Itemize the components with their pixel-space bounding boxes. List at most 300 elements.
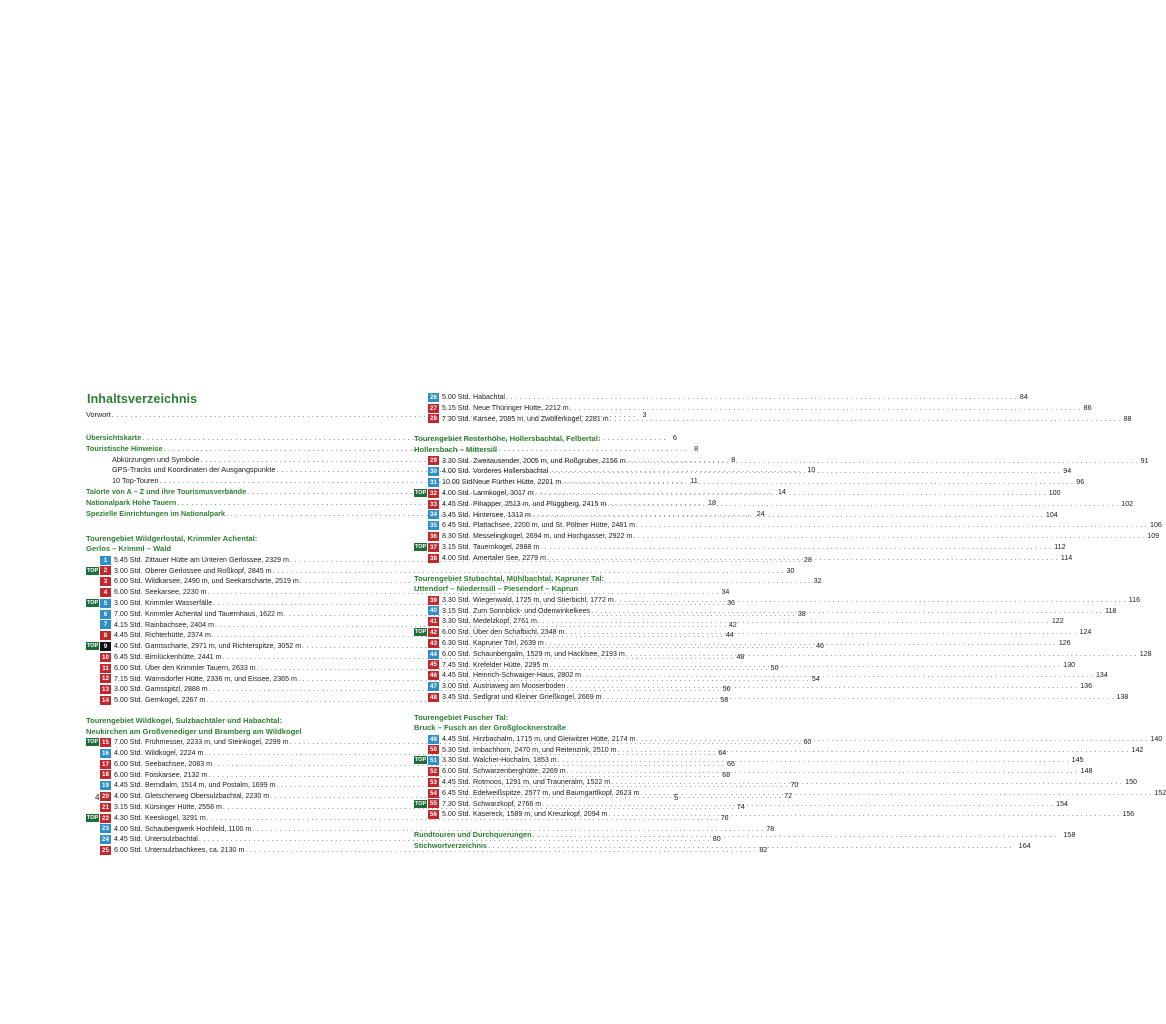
tour-sections-right xyxy=(414,392,1166,820)
tour-title: Warnsdorfer Hütte, 2336 m, und Eissee, 2365 m xyxy=(145,674,297,683)
tour-number-badge: 28 xyxy=(428,414,439,423)
page-number-left: 4 xyxy=(95,793,100,802)
toc-entry-title: Übersichtskarte xyxy=(86,432,142,442)
tour-number-badge: 1 xyxy=(100,556,111,565)
toc-entry-title: Touristische Hinweise xyxy=(86,443,163,453)
tour-duration: 7.30 Std. xyxy=(442,799,471,808)
tour-title: Berndlalm, 1514 m, und Postalm, 1699 m xyxy=(145,781,276,790)
tour-title: Hintersee, 1313 m xyxy=(473,510,531,519)
top-tour-badge: TOP xyxy=(87,599,99,606)
tour-title: Imbachhorn, 2470 m, und Reitenzink, 2510 m xyxy=(473,745,617,754)
toc-entry-title: Abkürzungen und Symbole xyxy=(112,454,200,464)
tour-number-badge: 52 xyxy=(428,767,439,776)
tour-title: Foiskarsee, 2132 m xyxy=(145,770,208,779)
tour-number-badge: 31 xyxy=(428,478,439,487)
tour-duration: 3.00 Std. xyxy=(114,685,143,694)
tour-number-badge: 51 xyxy=(428,756,439,765)
leader-dots xyxy=(636,520,1147,531)
tour-duration: 6.00 Std. xyxy=(114,663,143,672)
section-heading: Neukirchen am Großvenediger und Bramberg am Wildkogel xyxy=(86,726,302,736)
leader-dots xyxy=(636,734,1147,745)
leader-dots xyxy=(506,392,1017,403)
tour-duration: 4.30 Std. xyxy=(114,813,143,822)
tour-page: 102 xyxy=(1121,499,1134,508)
top-tour-slot xyxy=(86,737,100,748)
tour-duration: 4.00 Std. xyxy=(114,642,143,651)
tour-row xyxy=(414,520,1162,531)
tour-number-badge: 4 xyxy=(100,588,111,597)
tour-title: Gernkogel, 2267 m xyxy=(145,696,206,705)
tour-duration: 6.30 Std. xyxy=(442,638,471,647)
tour-duration: 6.00 Std. xyxy=(114,759,143,768)
top-tour-slot xyxy=(414,542,428,553)
tour-page: 148 xyxy=(1080,767,1093,776)
tour-number-badge: 34 xyxy=(428,510,439,519)
tour-number-badge: 2 xyxy=(100,566,111,575)
tour-title: Untersulzbachkees, ca. 2130 m xyxy=(145,846,245,855)
tour-title: Frühmesser, 2233 m, und Steinkogel, 2299 m xyxy=(145,738,289,747)
tour-title: Sedlgrat und Kleiner Grießkogel, 2669 m xyxy=(473,692,602,701)
section-heading: Bruck – Fusch an der Großglocknerstraße xyxy=(414,723,566,733)
tour-page: 114 xyxy=(1060,553,1073,562)
toc-entry-title: Nationalpark Hohe Tauern xyxy=(86,497,177,507)
leader-dots xyxy=(608,809,1119,820)
leader-dots xyxy=(542,799,1053,810)
toc-entry-page: 164 xyxy=(1018,841,1031,851)
tour-number-badge: 22 xyxy=(100,814,111,823)
leader-dots xyxy=(562,477,1073,488)
top-tour-badge: TOP xyxy=(87,567,99,574)
tour-page: 82 xyxy=(759,846,768,855)
leader-dots xyxy=(603,692,1114,703)
tour-title: Wildkarsee, 2490 m, und Seekarscharte, 2519 m xyxy=(145,577,299,586)
tour-number-badge: 15 xyxy=(100,738,111,747)
tour-title: Krimmler Wasserfälle xyxy=(145,598,213,607)
tour-title: Neue Fürther Hütte, 2201 m xyxy=(473,478,562,487)
tour-duration: 5.00 Std. xyxy=(442,393,471,401)
leader-dots xyxy=(545,638,1056,649)
toc-entry-page: 14 xyxy=(777,487,786,497)
section-heading: Tourengebiet Stubachtal, Mühlbachtal, Kapruner Tal: xyxy=(414,573,604,583)
tour-number-badge: 17 xyxy=(100,760,111,769)
section-heading: Gerlos – Krimml – Wald xyxy=(86,544,171,554)
tour-duration: 4.00 Std. xyxy=(114,748,143,757)
leader-dots xyxy=(633,531,1144,542)
tour-duration: 10.00 Std. xyxy=(442,478,475,487)
tour-title: Zittauer Hütte am Unteren Gerlossee, 2329 m xyxy=(145,555,289,564)
tour-number-badge: 19 xyxy=(100,781,111,790)
leader-dots xyxy=(566,627,1077,638)
tour-duration: 6.00 Std. xyxy=(114,846,143,855)
tour-number-badge: 45 xyxy=(428,660,439,669)
top-tour-badge: TOP xyxy=(415,543,427,550)
leader-dots xyxy=(627,456,1138,467)
tour-number-badge: 54 xyxy=(428,789,439,798)
leader-dots xyxy=(618,745,1129,756)
tour-number-badge: 48 xyxy=(428,693,439,702)
tour-duration: 7.30 Std. xyxy=(442,414,471,423)
leader-dots xyxy=(538,616,1049,627)
tour-duration: 7.45 Std. xyxy=(442,660,471,669)
toc-entry-page: 8 xyxy=(731,454,736,464)
tour-duration: 5.30 Std. xyxy=(442,745,471,754)
tour-number-badge: 36 xyxy=(428,532,439,541)
toc-entry-page: 6 xyxy=(672,432,677,442)
tour-page: 104 xyxy=(1045,510,1058,519)
tour-duration: 7.00 Std. xyxy=(114,609,143,618)
leader-dots xyxy=(547,553,1058,564)
top-tour-badge: TOP xyxy=(415,757,427,764)
tour-number-badge: 49 xyxy=(428,735,439,744)
leader-dots xyxy=(566,681,1077,692)
tour-page: 50 xyxy=(770,663,779,672)
tour-title: Kasereck, 1589 m, und Kreuzkopf, 2094 m xyxy=(473,810,608,819)
tour-page: 68 xyxy=(722,770,731,779)
toc-entry-title: Spezielle Einrichtungen im Nationalpark xyxy=(86,508,226,518)
tour-title: Schaubergwerk Hochfeld, 1100 m xyxy=(145,824,252,833)
tour-row xyxy=(414,531,1160,542)
toc-entry-page: 158 xyxy=(1063,830,1076,840)
tour-title: Gletscherweg Obersulzbachtal, 2230 m xyxy=(145,792,270,801)
toc-entry-page: 24 xyxy=(756,508,765,518)
tour-number-badge: 6 xyxy=(100,610,111,619)
tour-title: Hirzbachalm, 1715 m, und Gleiwitzer Hütte, 2174 m xyxy=(473,734,636,743)
section-heading: Tourengebiet Resterhöhe, Hollersbachtal, Felbertal: xyxy=(414,434,601,444)
tour-page: 130 xyxy=(1063,660,1076,669)
tour-page: 70 xyxy=(790,781,799,790)
toc-entry-title: Stichwortverzeichnis xyxy=(414,841,487,851)
leader-dots xyxy=(540,542,1051,553)
section-heading: Tourengebiet Fuscher Tal: xyxy=(414,712,509,722)
tour-number-badge: 29 xyxy=(428,456,439,465)
tour-page: 58 xyxy=(720,696,729,705)
leader-dots xyxy=(640,788,1151,799)
tour-number-badge: 41 xyxy=(428,617,439,626)
section-heading: Hollersbach – Mittersill xyxy=(414,444,498,454)
tour-title: Zweitausender, 2005 m, und Roßgruber, 2156 m xyxy=(473,456,626,465)
tour-number-badge: 23 xyxy=(100,824,111,833)
toc-entry-page: 10 xyxy=(807,465,816,475)
toc-entry-page: 8 xyxy=(694,443,699,453)
tour-page: 32 xyxy=(813,577,822,586)
top-tour-badge: TOP xyxy=(87,643,99,650)
toc-entry-page: 11 xyxy=(690,476,698,486)
tour-title: Keeskogel, 3291 m xyxy=(145,813,206,822)
toc-entry-title: Rundtouren und Durchquerungen xyxy=(414,830,532,840)
tour-duration: 3.15 Std. xyxy=(114,802,143,811)
tour-duration: 4.00 Std. xyxy=(442,553,471,562)
tour-number-badge: 53 xyxy=(428,778,439,787)
tour-duration: 8.30 Std. xyxy=(442,532,471,541)
top-tour-slot xyxy=(86,566,100,577)
tour-page: 142 xyxy=(1131,745,1144,754)
tour-number-badge: 35 xyxy=(428,521,439,530)
tour-duration: 5.15 Std. xyxy=(442,403,471,412)
tour-title: Über den Schafbichl, 2348 m xyxy=(473,628,565,637)
tour-duration: 4.00 Std. xyxy=(114,792,143,801)
tour-duration: 5.00 Std. xyxy=(442,810,471,819)
leader-dots xyxy=(549,660,1060,671)
toc-entry-title: Talorte von A – Z und ihre Tourismusverbände xyxy=(86,487,247,497)
tour-number-badge: 30 xyxy=(428,467,439,476)
top-tour-slot xyxy=(414,627,428,638)
tour-row xyxy=(414,456,1149,467)
tour-page: 84 xyxy=(1019,393,1028,401)
tour-title: Kürsinger Hütte, 2558 m xyxy=(145,802,222,811)
tour-title: Untersulzbachtal xyxy=(145,835,198,844)
tour-duration: 5.45 Std. xyxy=(114,555,143,564)
tour-title: Karsee, 2085 m, und Zwölferkogel, 2281 m xyxy=(473,414,609,423)
tour-number-badge: 37 xyxy=(428,543,439,552)
tour-section xyxy=(414,392,1132,424)
tour-page: 94 xyxy=(1063,467,1072,476)
tour-title: Neue Thüringer Hütte, 2212 m xyxy=(473,403,569,412)
tour-title: Wiegenwald, 1725 m, und Stierbichl, 1772 m xyxy=(473,595,614,604)
tour-page: 30 xyxy=(786,566,795,575)
tour-number-badge: 40 xyxy=(428,606,439,615)
tour-number-badge: 43 xyxy=(428,639,439,648)
tour-title: Habachtal xyxy=(473,393,505,401)
top-tour-slot xyxy=(86,598,100,609)
tour-page: 112 xyxy=(1054,542,1066,551)
tour-page: 74 xyxy=(736,802,745,811)
top-tour-badge: TOP xyxy=(415,800,427,807)
top-tour-slot xyxy=(86,813,100,824)
tour-duration: 4.45 Std. xyxy=(114,835,143,844)
toc-entry-title: Vorwort xyxy=(86,410,111,419)
tour-page: 64 xyxy=(718,748,727,757)
page-number-right: 5 xyxy=(674,793,679,802)
tour-number-badge: 25 xyxy=(100,846,111,855)
tour-title: Rainbachsee, 2404 m xyxy=(145,620,215,629)
tour-duration: 3.30 Std. xyxy=(442,595,471,604)
tour-row xyxy=(414,403,1092,414)
tour-number-badge: 20 xyxy=(100,792,111,801)
tour-number-badge: 10 xyxy=(100,653,111,662)
tour-page: 96 xyxy=(1076,478,1085,487)
tour-number-badge: 14 xyxy=(100,696,111,705)
tour-number-badge: 13 xyxy=(100,685,111,694)
tour-page: 140 xyxy=(1150,734,1163,743)
tour-page: 145 xyxy=(1071,756,1084,765)
tour-number-badge: 11 xyxy=(100,664,111,673)
tour-duration: 3.45 Std. xyxy=(442,692,471,701)
tour-page: 86 xyxy=(1083,403,1092,412)
tour-page: 91 xyxy=(1140,456,1149,465)
tour-duration: 3.30 Std. xyxy=(442,756,471,765)
tour-duration: 4.00 Std. xyxy=(114,824,143,833)
tour-number-badge: 26 xyxy=(428,393,439,402)
tour-page: 54 xyxy=(811,674,820,683)
tour-title: Oberer Gerlossee und Roßkopf, 2845 m xyxy=(145,566,272,575)
tour-number-badge: 32 xyxy=(428,489,439,498)
tour-page: 106 xyxy=(1150,521,1162,530)
tour-title: Amertaler See, 2279 m xyxy=(473,553,546,562)
tour-row xyxy=(414,477,1085,488)
tour-title: Larmkogel, 3017 m xyxy=(473,488,534,497)
tour-number-badge: 38 xyxy=(428,554,439,563)
toc-entry-page: 3 xyxy=(642,410,647,419)
top-tour-slot xyxy=(414,488,428,499)
tour-title: Gamsspitzl, 2888 m xyxy=(145,685,208,694)
top-tour-badge: TOP xyxy=(415,629,427,636)
tour-number-badge: 9 xyxy=(100,642,111,651)
top-tour-badge: TOP xyxy=(87,814,99,821)
section-heading: Uttendorf – Niedernsill – Piesendorf – Kaprun xyxy=(414,584,579,594)
tour-title: Kapruner Törl, 2639 m xyxy=(473,638,544,647)
tour-page: 56 xyxy=(722,685,731,694)
tour-row xyxy=(414,414,1132,425)
tour-number-badge: 7 xyxy=(100,620,111,629)
section-heading: Tourengebiet Wildgerlostal, Krimmler Achental: xyxy=(86,533,258,543)
tour-number-badge: 42 xyxy=(428,628,439,637)
tour-title: Wildkogel, 2224 m xyxy=(145,748,204,757)
tour-duration: 3.45 Std. xyxy=(442,510,471,519)
tour-title: Gamsscharte, 2971 m, und Richterspitze, 3052 m xyxy=(145,642,302,651)
tour-row xyxy=(86,566,795,577)
toc-entry-title: 10 Top-Touren xyxy=(112,476,159,486)
tour-page: 66 xyxy=(727,759,735,768)
top-tour-slot xyxy=(414,799,428,810)
tour-title: Schwarzkopf, 2766 m xyxy=(473,799,542,808)
tour-title: Plattachsee, 2200 m, und St. Pöltner Hütte, 2481 m xyxy=(473,521,636,530)
tour-duration: 3.30 Std. xyxy=(442,456,471,465)
tour-page: 38 xyxy=(797,609,806,618)
tour-title: Heinrich-Schwaiger-Haus, 2802 m xyxy=(473,671,582,680)
tour-page: 78 xyxy=(766,824,775,833)
tour-page: 138 xyxy=(1116,692,1129,701)
tour-title: Tauernkogel, 2988 m xyxy=(473,542,540,551)
tour-title: Rotmoos, 1291 m, und Trauneralm, 1522 m xyxy=(473,778,611,787)
leader-dots xyxy=(549,466,1060,477)
tour-page: 109 xyxy=(1147,532,1160,541)
tour-duration: 6.45 Std. xyxy=(442,521,471,530)
tour-duration: 6.00 Std. xyxy=(442,628,471,637)
toc-entry-page: 18 xyxy=(707,497,717,507)
tour-title: Pihapper, 2513 m, und Plüggberg, 2415 m xyxy=(473,499,607,508)
tour-title: Birnlückenhütte, 2441 m xyxy=(145,652,222,661)
tour-page: 36 xyxy=(727,598,735,607)
tour-number-badge: 50 xyxy=(428,745,439,754)
tour-number-badge: 44 xyxy=(428,650,439,659)
tour-page: 60 xyxy=(803,738,812,747)
tour-number-badge: 39 xyxy=(428,596,439,605)
tour-duration: 6.00 Std. xyxy=(442,649,471,658)
tour-number-badge: 18 xyxy=(100,770,111,779)
section-heading: Tourengebiet Wildkogel, Sulzbachtäler und Habachtal: xyxy=(86,715,282,725)
tour-duration: 5.00 Std. xyxy=(114,696,143,705)
tour-title: Richterhütte, 2374 m xyxy=(145,631,211,640)
leader-dots xyxy=(488,841,1012,852)
leader-dots xyxy=(582,670,1093,681)
tour-page: 48 xyxy=(736,652,745,661)
tour-page: 28 xyxy=(803,555,812,564)
tour-title: Über den Krimmler Tauern, 2633 m xyxy=(145,663,256,672)
tour-title: Krimmler Achental und Tauernhaus, 1622 m xyxy=(145,609,283,618)
top-tour-slot xyxy=(414,755,428,766)
tour-title: Schwarzenberghütte, 2269 m xyxy=(473,767,566,776)
tour-page: 154 xyxy=(1056,799,1069,808)
tour-duration: 6.00 Std. xyxy=(114,577,143,586)
tour-duration: 3.00 Std. xyxy=(114,566,143,575)
tour-duration: 6.00 Std. xyxy=(114,770,143,779)
tour-number-badge: 33 xyxy=(428,500,439,509)
tour-title: Seebachsee, 2083 m xyxy=(145,759,213,768)
tour-duration: 4.45 Std. xyxy=(114,631,143,640)
tour-page: 128 xyxy=(1139,649,1152,658)
tour-number-badge: 12 xyxy=(100,674,111,683)
tour-duration: 4.00 Std. xyxy=(442,488,471,497)
tour-number-badge: 5 xyxy=(100,599,111,608)
tour-page: 118 xyxy=(1105,606,1117,615)
tour-number-badge: 56 xyxy=(428,810,439,819)
tour-duration: 6.00 Std. xyxy=(442,767,471,776)
tour-page: 72 xyxy=(784,792,793,801)
page-title: Inhaltsverzeichnis xyxy=(87,392,198,406)
tour-title: Zum Sonnblick- und Ödenwinkelkees xyxy=(473,606,591,615)
tour-title: Vorderes Hollersbachtal xyxy=(473,467,549,476)
leader-dots xyxy=(591,606,1102,617)
leader-dots xyxy=(607,499,1118,510)
tour-duration: 3.15 Std. xyxy=(442,606,471,615)
leader-dots xyxy=(610,414,1121,425)
leader-dots xyxy=(532,510,1043,521)
tour-duration: 3.15 Std. xyxy=(442,542,471,551)
tour-number-badge: 24 xyxy=(100,835,111,844)
leader-dots xyxy=(558,755,1069,766)
tour-page: 80 xyxy=(712,835,721,844)
tour-page: 126 xyxy=(1058,638,1071,647)
tour-duration: 4.00 Std. xyxy=(442,467,471,476)
tour-page: 134 xyxy=(1095,671,1108,680)
tour-title: Messelingkogel, 2694 m, und Hochgasser, 2922 m xyxy=(473,532,633,541)
tour-page: 34 xyxy=(721,588,730,597)
tour-number-badge: 16 xyxy=(100,749,111,758)
tour-title: Austriaweg am Mooserboden xyxy=(473,682,566,691)
tour-duration: 4.45 Std. xyxy=(442,499,471,508)
tour-page: 100 xyxy=(1048,488,1061,497)
leader-dots xyxy=(535,488,1046,499)
tour-duration: 6.00 Std. xyxy=(114,588,143,597)
tour-duration: 6.45 Std. xyxy=(442,788,471,797)
tour-title: Seekarsee, 2230 m xyxy=(145,588,207,597)
tour-duration: 3.30 Std. xyxy=(442,617,471,626)
tour-page: 76 xyxy=(720,813,729,822)
tour-page: 152 xyxy=(1154,788,1166,797)
top-tour-slot xyxy=(86,641,100,652)
tour-page: 136 xyxy=(1080,682,1093,691)
tour-title: Edelweißspitze, 2577 m, und Baumgartlkopf, 2623 m xyxy=(473,788,640,797)
tour-number-badge: 21 xyxy=(100,803,111,812)
leader-dots xyxy=(626,649,1137,660)
tour-number-badge: 3 xyxy=(100,577,111,586)
top-tour-badge: TOP xyxy=(87,739,99,746)
tour-duration: 4.45 Std. xyxy=(442,671,471,680)
tour-page: 150 xyxy=(1125,778,1138,787)
tour-page: 44 xyxy=(725,631,734,640)
tour-duration: 6.45 Std. xyxy=(114,652,143,661)
leader-dots xyxy=(567,766,1078,777)
tour-duration: 3.00 Std. xyxy=(114,598,143,607)
tour-duration: 4.45 Std. xyxy=(114,781,143,790)
tour-duration: 4.45 Std. xyxy=(442,778,471,787)
tour-number-badge: 55 xyxy=(428,799,439,808)
tour-number-badge: 47 xyxy=(428,682,439,691)
tour-number-badge: 8 xyxy=(100,631,111,640)
top-tour-badge: TOP xyxy=(415,489,427,496)
tour-title: Krefelder Hütte, 2295 m xyxy=(473,660,549,669)
tour-title: Schaunbergalm, 1529 m, und Hacklsee, 2193 m xyxy=(473,649,625,658)
